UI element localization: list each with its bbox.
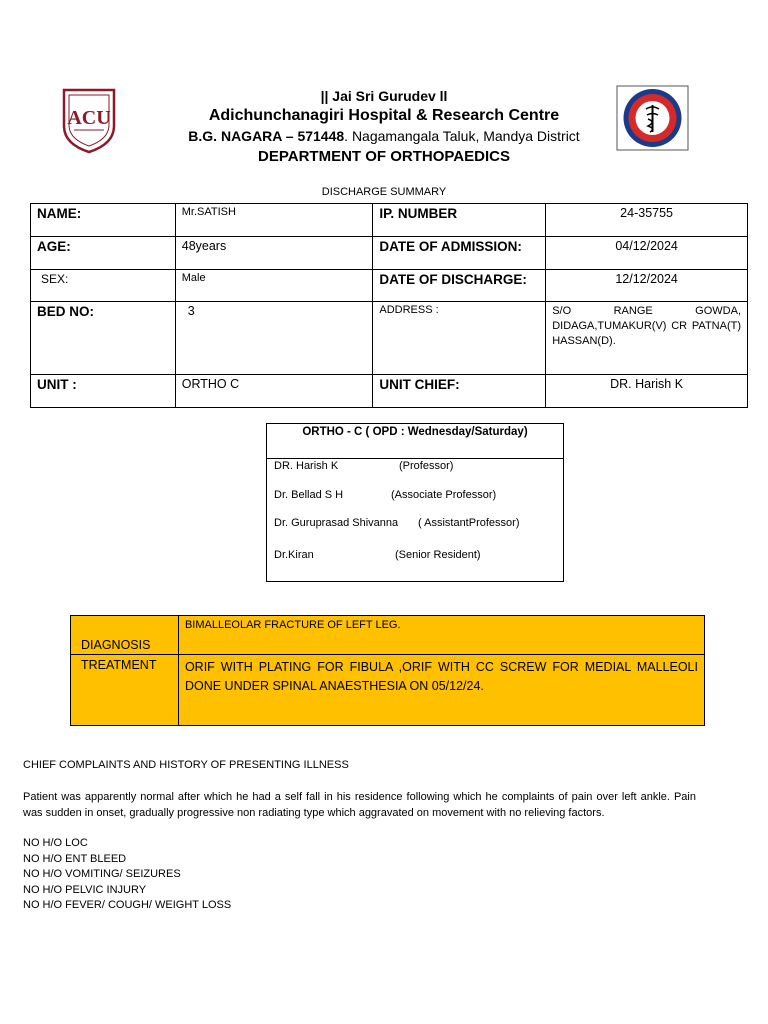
doctor-name: Dr.Kiran — [274, 549, 314, 561]
history-heading: CHIEF COMPLAINTS AND HISTORY OF PRESENTING ILLNESS — [23, 759, 349, 771]
address-label: ADDRESS : — [373, 302, 546, 375]
negative-history-item: NO H/O FEVER/ COUGH/ WEIGHT LOSS — [23, 899, 232, 911]
doctor-name: Dr. Guruprasad Shivanna — [274, 517, 399, 529]
opd-box — [266, 423, 564, 582]
patient-sex: Male — [175, 270, 373, 302]
address-bold: B.G. NAGARA – 571448 — [188, 128, 345, 144]
doctor-name: DR. Harish K — [274, 460, 339, 472]
doctor-role: (Associate Professor) — [391, 489, 497, 501]
unit-chief-label: UNIT CHIEF: — [373, 375, 546, 408]
document-title: DISCHARGE SUMMARY — [321, 186, 447, 198]
doctor-name: Dr. Bellad S H — [274, 489, 344, 501]
opd-title: ORTHO - C ( OPD : Wednesday/Saturday) — [267, 424, 563, 459]
discharge-label: DATE OF DISCHARGE: — [373, 270, 546, 302]
patient-info-table — [30, 203, 748, 408]
name-label: NAME: — [31, 204, 176, 237]
treatment-value: ORIF WITH PLATING FOR FIBULA ,ORIF WITH CC SCREW FOR MEDIAL MALLEOLI DONE UNDER SPINAL ANAESTHESIA ON 05/12/24. — [178, 655, 704, 726]
patient-name: Mr.SATISH — [175, 204, 373, 237]
ip-number: 24-35755 — [546, 204, 748, 237]
discharge-date: 12/12/2024 — [546, 270, 748, 302]
doctor-role: ( AssistantProfessor) — [418, 517, 520, 529]
negative-history-item: NO H/O LOC — [23, 837, 88, 849]
age-label: AGE: — [31, 237, 176, 270]
ip-number-label: IP. NUMBER — [373, 204, 546, 237]
hospital-address — [0, 128, 768, 144]
unit-label: UNIT : — [31, 375, 176, 408]
unit-value: ORTHO C — [175, 375, 373, 408]
hospital-name: Adichunchanagiri Hospital & Research Centre — [208, 107, 560, 124]
history-paragraph: Patient was apparently normal after which he had a self fall in his residence following which he complaints of pain over left ankle. Pain was sudden in onset, gradually progressive non radiating type which aggravated on movement with no relieving factors. — [23, 791, 696, 819]
admission-label: DATE OF ADMISSION: — [373, 237, 546, 270]
logo-left-lettering: ACU — [67, 107, 111, 129]
admission-date: 04/12/2024 — [546, 237, 748, 270]
sex-label: SEX: — [31, 270, 176, 302]
negative-history-item: NO H/O PELVIC INJURY — [23, 884, 147, 896]
diagnosis-label: DIAGNOSIS — [71, 616, 179, 655]
invocation-line: || Jai Sri Gurudev ll — [320, 88, 448, 104]
diagnosis-table — [70, 615, 705, 726]
patient-age: 48years — [175, 237, 373, 270]
negative-history-item: NO H/O ENT BLEED — [23, 853, 127, 865]
bed-label: BED NO: — [31, 302, 176, 375]
negative-history-item: NO H/O VOMITING/ SEIZURES — [23, 868, 181, 880]
diagnosis-value: BIMALLEOLAR FRACTURE OF LEFT LEG. — [178, 616, 704, 655]
unit-chief: DR. Harish K — [546, 375, 748, 408]
bed-number: 3 — [175, 302, 373, 375]
address-rest: . Nagamangala Taluk, Mandya District — [344, 128, 580, 144]
doctor-role: (Senior Resident) — [395, 549, 481, 561]
treatment-label: TREATMENT — [71, 655, 179, 726]
doctor-role: (Professor) — [399, 460, 454, 472]
department-title: DEPARTMENT OF ORTHOPAEDICS — [258, 148, 510, 165]
patient-address: S/O RANGE GOWDA, DIDAGA,TUMAKUR(V) CR PATNA(T) HASSAN(D). — [546, 302, 748, 375]
